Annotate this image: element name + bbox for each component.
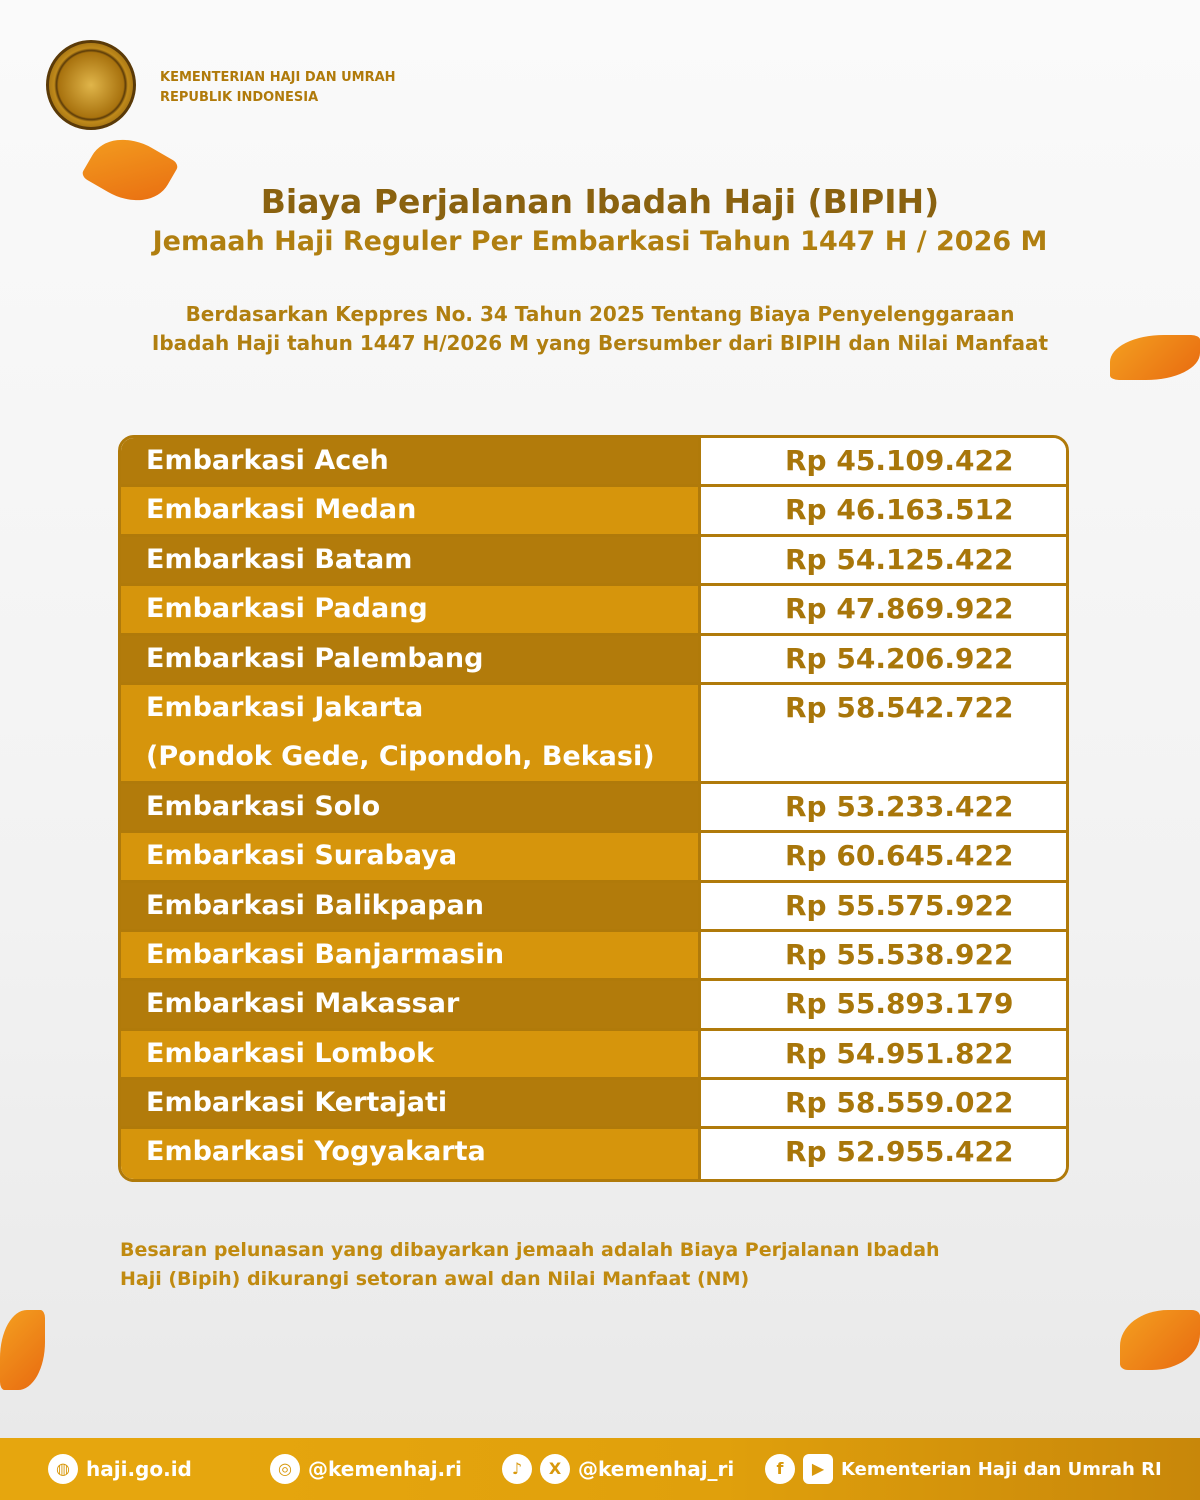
cost-value: Rp 58.559.022 (701, 1080, 1066, 1126)
cost-value: Rp 54.951.822 (701, 1031, 1066, 1077)
embarkation-name (121, 883, 701, 929)
table-row (121, 1080, 1066, 1129)
website-link[interactable] (48, 1454, 192, 1484)
embarkation-name (121, 1129, 701, 1178)
footnote (120, 1236, 1020, 1294)
embarkation-name (121, 784, 701, 830)
table-row (121, 833, 1066, 882)
embarkation-name-line: Embarkasi Jakarta (146, 691, 424, 723)
table-row (121, 883, 1066, 932)
note-line1: Besaran pelunasan yang dibayarkan jemaah adalah Biaya Perjalanan Ibadah (120, 1239, 940, 1261)
instagram-icon: ◎ (270, 1454, 300, 1484)
tiktok-x-label: @kemenhaj_ri (578, 1457, 735, 1481)
embarkation-name-line: Embarkasi Medan (146, 494, 417, 526)
cost-table (118, 435, 1069, 1182)
embarkation-name (121, 1080, 701, 1126)
basis-line2: Ibadah Haji tahun 1447 H/2026 M yang Bersumber dari BIPIH dan Nilai Manfaat (151, 331, 1049, 355)
leaf-decoration (1120, 1310, 1200, 1370)
embarkation-name (121, 487, 701, 533)
embarkation-name (121, 537, 701, 583)
page-title: Biaya Perjalanan Ibadah Haji (BIPIH) (260, 182, 940, 221)
embarkation-name (121, 981, 701, 1027)
table-row (121, 784, 1066, 833)
embarkation-name (121, 932, 701, 978)
embarkation-name (121, 833, 701, 879)
embarkation-name-line: Embarkasi Batam (146, 543, 413, 575)
embarkation-name-line: Embarkasi Padang (146, 593, 428, 625)
table-row (121, 1031, 1066, 1080)
table-row (121, 1129, 1066, 1178)
basis-line1: Berdasarkan Keppres No. 34 Tahun 2025 Tentang Biaya Penyelenggaraan (185, 302, 1015, 326)
table-row (121, 537, 1066, 586)
cost-value: Rp 46.163.512 (701, 487, 1066, 533)
facebook-youtube-link[interactable] (765, 1454, 1162, 1484)
cost-value: Rp 55.538.922 (701, 932, 1066, 978)
embarkation-name-line: Embarkasi Kertajati (146, 1087, 448, 1119)
facebook-youtube-label: Kementerian Haji dan Umrah RI (841, 1458, 1162, 1480)
embarkation-name (121, 586, 701, 632)
footer-bar (0, 1438, 1200, 1500)
cost-value: Rp 60.645.422 (701, 833, 1066, 879)
tiktok-x-link[interactable] (502, 1454, 734, 1484)
x-icon: X (540, 1454, 570, 1484)
table-row (121, 636, 1066, 685)
embarkation-name-line: Embarkasi Balikpapan (146, 889, 484, 921)
cost-value: Rp 55.893.179 (701, 981, 1066, 1027)
embarkation-name-line: Embarkasi Solo (146, 790, 381, 822)
instagram-label: @kemenhaj.ri (308, 1457, 462, 1481)
page-subtitle: Jemaah Haji Reguler Per Embarkasi Tahun 1447 H / 2026 M (152, 226, 1048, 257)
embarkation-name-line: Embarkasi Aceh (146, 445, 389, 476)
embarkation-name (121, 1031, 701, 1077)
embarkation-name (121, 438, 701, 484)
website-label: haji.go.id (86, 1457, 192, 1481)
note-line2: Haji (Bipih) dikurangi setoran awal dan Nilai Manfaat (NM) (120, 1268, 750, 1290)
cost-value: Rp 55.575.922 (701, 883, 1066, 929)
cost-value: Rp 47.869.922 (701, 586, 1066, 632)
embarkation-name-line: Embarkasi Palembang (146, 642, 484, 674)
table-row (121, 981, 1066, 1030)
tiktok-icon: ♪ (502, 1454, 532, 1484)
cost-value: Rp 45.109.422 (701, 438, 1066, 484)
globe-icon: ◍ (48, 1454, 78, 1484)
embarkation-name (121, 636, 701, 682)
embarkation-name (121, 685, 701, 781)
table-row (121, 932, 1066, 981)
cost-value: Rp 58.542.722 (701, 685, 1066, 781)
cost-value: Rp 54.206.922 (701, 636, 1066, 682)
embarkation-name-line: Embarkasi Banjarmasin (146, 938, 505, 970)
embarkation-name-line: Embarkasi Yogyakarta (146, 1136, 486, 1168)
org-line1: KEMENTERIAN HAJI DAN UMRAH (160, 70, 396, 85)
table-row (121, 586, 1066, 635)
cost-value: Rp 53.233.422 (701, 784, 1066, 830)
ministry-emblem-logo (46, 40, 136, 130)
cost-value: Rp 52.955.422 (701, 1129, 1066, 1178)
embarkation-name-detail: (Pondok Gede, Cipondoh, Bekasi) (146, 740, 655, 772)
embarkation-name-line: Embarkasi Surabaya (146, 840, 458, 872)
org-line2: REPUBLIK INDONESIA (160, 90, 319, 105)
table-row (121, 487, 1066, 536)
embarkation-name-line: Embarkasi Lombok (146, 1037, 435, 1069)
embarkation-name-line: Embarkasi Makassar (146, 988, 460, 1020)
org-name (160, 68, 396, 108)
instagram-link[interactable] (270, 1454, 462, 1484)
table-row (121, 438, 1066, 487)
leaf-decoration (0, 1310, 45, 1390)
youtube-icon: ▶ (803, 1454, 833, 1484)
cost-value: Rp 54.125.422 (701, 537, 1066, 583)
legal-basis (0, 300, 1200, 358)
facebook-icon: f (765, 1454, 795, 1484)
table-row (121, 685, 1066, 784)
